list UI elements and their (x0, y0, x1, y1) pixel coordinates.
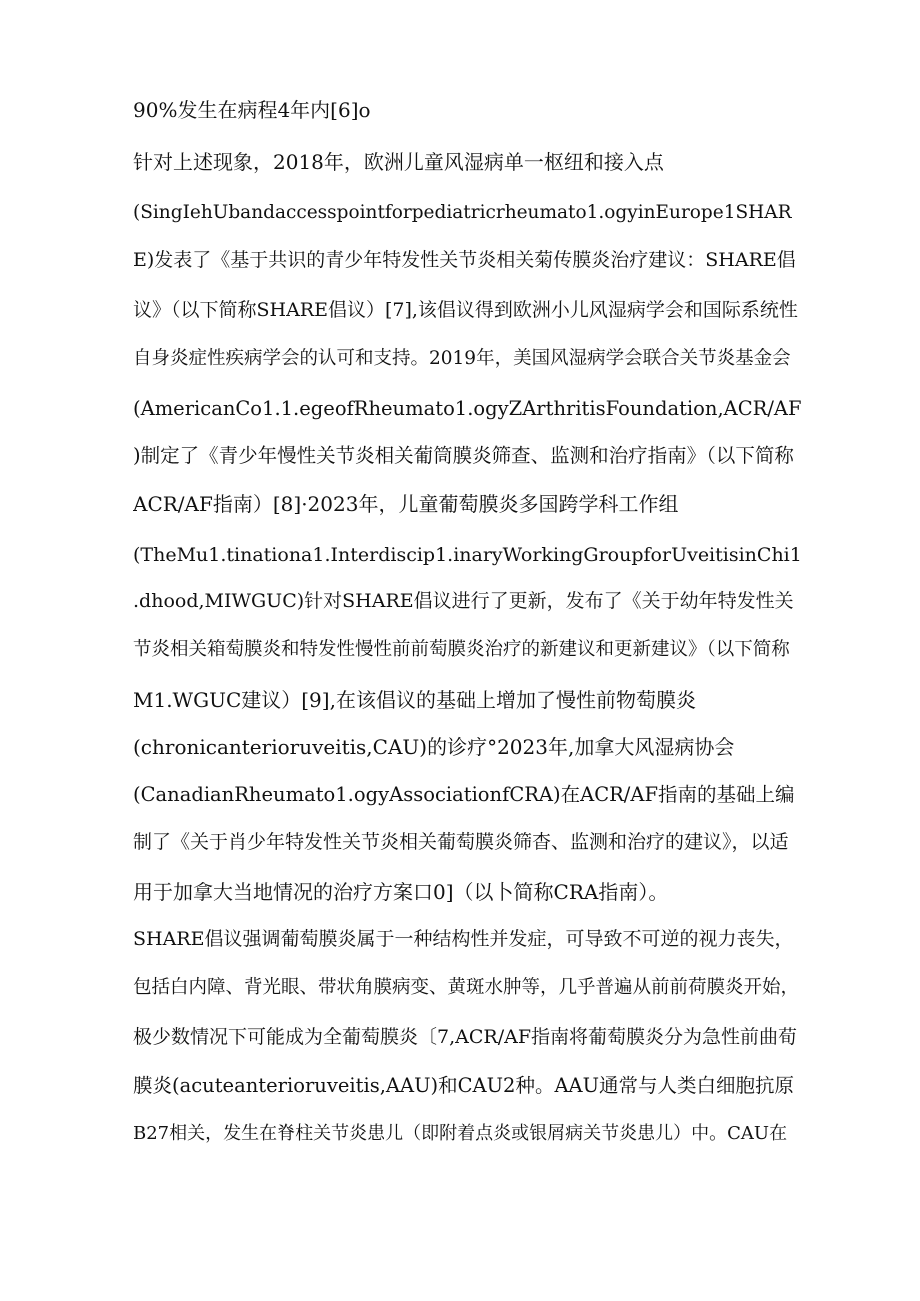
text-line-2: 针对上述现象，2018年，欧洲儿童风湿病单一枢纽和接入点 (133, 150, 664, 174)
text-line-4: E)发表了《基于共识的青少年特发性关节炎相关菊传膜炎治疗建议：SHARE倡 (133, 249, 796, 271)
text-line-11: .dhood,MIWGUC)针对SHARE倡议进行了更新，发布了《关于幼年特发性关 (133, 590, 794, 612)
text-line-17: 用于加拿大当地情况的治疗方案口0]（以卜简称CRA指南）。 (133, 880, 669, 904)
text-line-21: 膜炎(acuteanterioruveitis,AAU)和CAU2种。AAU通常与人类白细胞抗原 (133, 1074, 795, 1097)
text-line-9: ACR/AF指南）[8]·2023年，儿童葡萄膜炎多国跨学科工作组 (133, 492, 679, 516)
text-line-7: (AmericanCo1.1.egeofRheumato1.ogyZArthritisFoundation,ACR/AF (133, 397, 802, 420)
text-line-16: 制了《关于肖少年特发性关节炎相关葡萄膜炎筛杳、监测和治疗的建议》，以适 (133, 831, 789, 853)
text-line-14: (chronicanterioruveitis,CAU)的诊疗°2023年,加拿大风湿病协会 (133, 735, 735, 759)
text-line-6: 自身炎症性疾病学会的认可和支持。2019年，美国风湿病学会联合关节炎基金会 (133, 348, 791, 369)
text-line-1: 90%发生在病程4年内[6]o (133, 98, 371, 122)
text-line-20: 极少数情况下可能成为全葡萄膜炎〔7,ACR/AF指南将葡萄膜炎分为急性前曲荀 (133, 1026, 797, 1048)
text-line-13: M1.WGUC建议）[9],在该倡议的基础上增加了慢性前物萄膜炎 (133, 688, 696, 712)
text-line-22: B27相关，发生在脊柱关节炎患儿（即附着点炎或银屑病关节炎患儿）中。CAU在 (133, 1123, 788, 1144)
text-line-12: 节炎相关箱萄膜炎和特发性慢性前前萄膜炎治疗的新建议和更新建议》（以下简称 (133, 639, 790, 660)
text-line-3: (SingIehUbandaccesspointforpediatricrheumato1.ogyinEurope1SHAR (133, 202, 792, 223)
text-line-19: 包括白内障、背光眼、带状角膜病变、黄斑水肿等，几乎普遍从前前荷膜炎开始， (133, 977, 800, 998)
text-line-15: (CanadianRheumato1.ogyAssociationfCRA)在ACR/AF指南的基础上编 (133, 783, 795, 806)
text-line-5: 议》（以下简称SHARE倡议）[7],该倡议得到欧洲小儿风湿病学会和国际系统性 (133, 299, 798, 321)
text-line-10: (TheMu1.tinationa1.Interdiscip1.inaryWorkingGroupforUveitisinChi1 (133, 544, 802, 566)
text-line-18: SHARE倡议强调葡萄膜炎属于一种结构性并发症，可导致不可逆的视力丧失， (133, 928, 794, 950)
text-line-8: )制定了《青少年慢性关节炎相关葡筒膜炎筛查、监测和治疗指南》（以下简称 (133, 444, 794, 467)
